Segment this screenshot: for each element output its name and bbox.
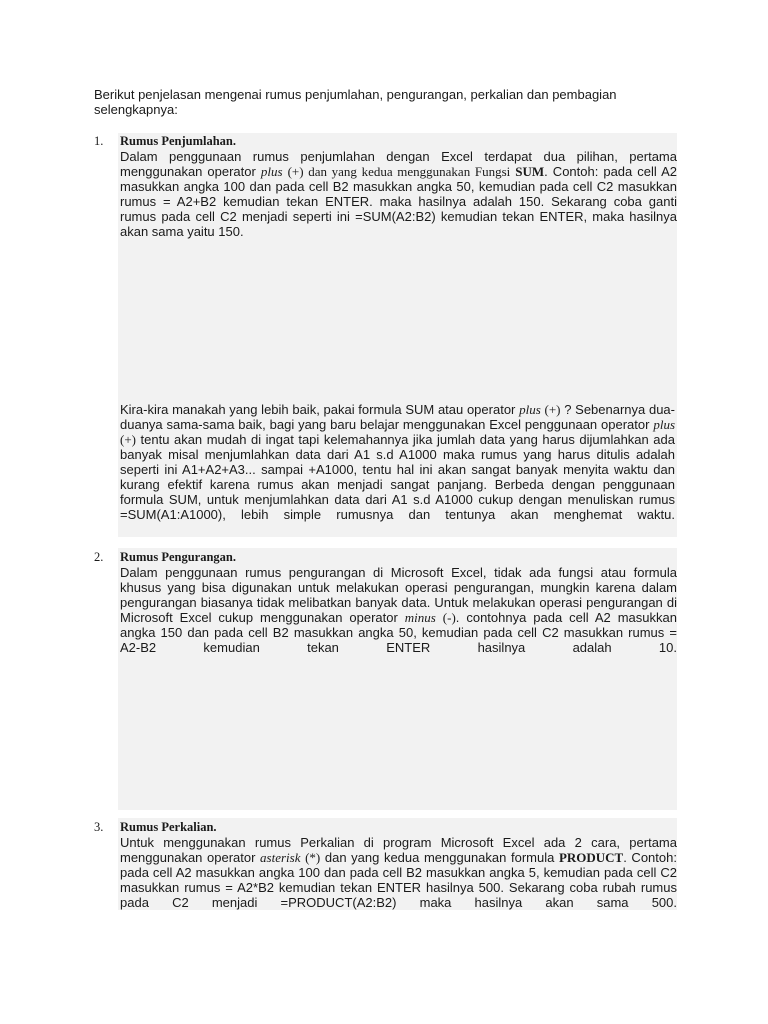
bold-term: PRODUCT [558,850,624,865]
italic-term: plus [260,164,283,179]
section-title: Rumus Penjumlahan. [120,134,236,148]
list-number: 1. [94,134,104,148]
section-penjumlahan [94,134,677,239]
bold-term: SUM [515,164,545,179]
italic-term: plus [519,402,541,417]
section-paragraph: Untuk menggunakan rumus Perkalian di program Microsoft Excel ada 2 cara, pertama menggunakan operator asterisk (*) dan yang kedua menggunakan formula PRODUCT. Contoh: pada cell A2 masukkan angka 100 dan pada cell B2 masukkan angka 5, kemudian pada cell C2 masukkan rumus = A2*B2 kemudian tekan ENTER hasilnya 500. Sekarang coba rubah rumus pada C2 menjadi =PRODUCT(A2:B2) maka hasilnya akan sama 500. [120,835,677,910]
intro-paragraph: Berikut penjelasan mengenai rumus penjumlahan, pengurangan, perkalian dan pembagian selengkapnya: [94,87,617,117]
section-paragraph: Dalam penggunaan rumus penjumlahan dengan Excel terdapat dua pilihan, pertama menggunakan operator plus (+) dan yang kedua menggunakan Fungsi SUM. Contoh: pada cell A2 masukkan angka 100 dan pada cell B2 masukkan angka 50, kemudian pada cell C2 masukkan rumus = A2+B2 kemudian tekan ENTER. maka hasilnya adalah 150. Sekarang coba ganti rumus pada cell C2 menjadi seperti ini =SUM(A2:B2) kemudian tekan ENTER, maka hasilnya akan sama yaitu 150. [120,149,677,239]
list-number: 2. [94,550,104,564]
italic-term: minus [404,610,436,625]
section-paragraph-2: Kira-kira manakah yang lebih baik, pakai formula SUM atau operator plus (+) ? Sebenarnya dua-duanya sama-sama baik, bagi yang baru belajar menggunakan Excel penggunaan operator plus (+) tentu akan mudah di ingat tapi kelemahannya jika jumlah data yang harus dijumlahkan ada banyak misal menjumlahkan data dari A1 s.d A1000 maka rumus yang harus ditulis adalah seperti ini A1+A2+A3... sampai +A1000, tentu hal ini akan sangat banyak menyita waktu dan kurang efektif karena rumus akan menjadi sangat panjang. Berbeda dengan penggunaan formula SUM, untuk menjumlahkan data dari A1 s.d A1000 cukup dengan menuliskan rumus =SUM(A1:A1000), lebih simple rumusnya dan tentunya akan menghemat waktu. [120,402,675,522]
list-number: 3. [94,820,104,834]
italic-term: asterisk [260,850,301,865]
italic-term: plus [653,417,675,432]
section-pengurangan [94,550,677,655]
section-paragraph: Dalam penggunaan rumus pengurangan di Microsoft Excel, tidak ada fungsi atau formula khusus yang bisa digunakan untuk melakukan operasi pengurangan, mungkin karena dalam pengurangan biasanya tidak melibatkan banyak data. Untuk melakukan operasi pengurangan di Microsoft Excel cukup menggunakan operator minus (-). contohnya pada cell A2 masukkan angka 150 dan pada cell B2 masukkan angka 50, kemudian pada cell C2 masukkan rumus = A2-B2 kemudian tekan ENTER hasilnya adalah 10. [120,565,677,655]
section-title: Rumus Pengurangan. [120,550,236,564]
section-title: Rumus Perkalian. [120,820,217,834]
section-perkalian [94,820,677,910]
